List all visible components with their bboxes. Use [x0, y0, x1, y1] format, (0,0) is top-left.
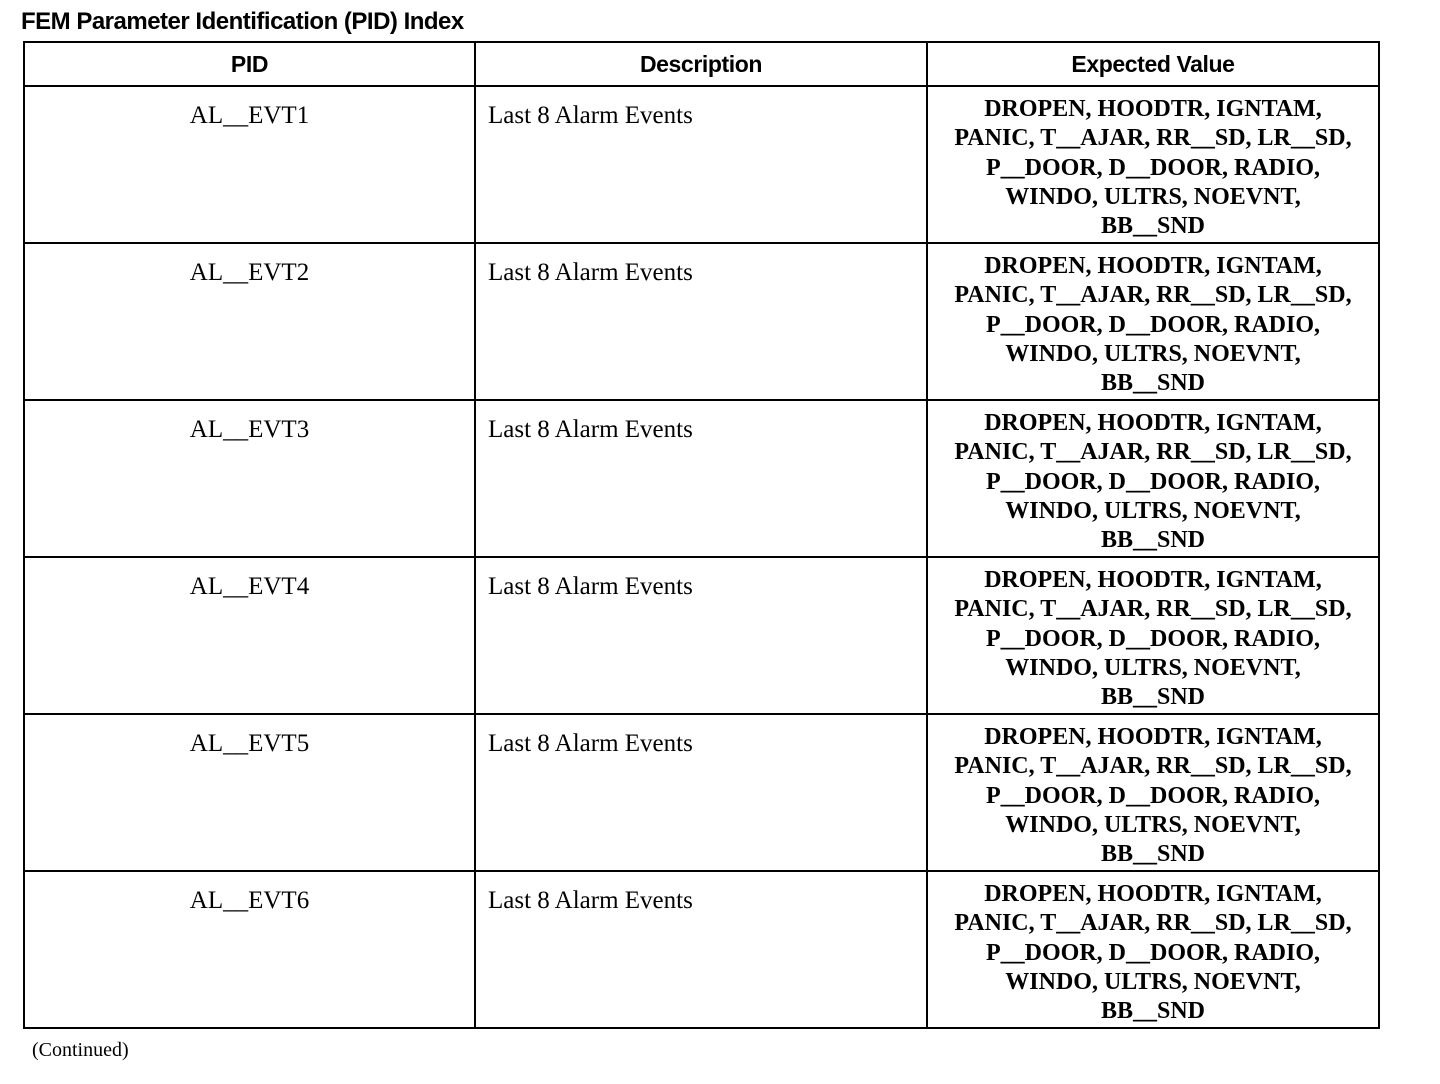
expected-value-line: PANIC, T__AJAR, RR__SD, LR__SD,	[954, 125, 1352, 152]
table-row	[24, 714, 1379, 871]
expected-value-line: PANIC, T__AJAR, RR__SD, LR__SD,	[954, 910, 1352, 937]
pid-cell: AL__EVT6	[24, 871, 475, 1028]
column-header-description: Description	[475, 42, 927, 86]
expected-value-line: P__DOOR, D__DOOR, RADIO,	[986, 625, 1320, 652]
expected-value-line: P__DOOR, D__DOOR, RADIO,	[986, 154, 1320, 181]
pid-cell: AL__EVT2	[24, 243, 475, 400]
expected-value-line: PANIC, T__AJAR, RR__SD, LR__SD,	[954, 753, 1352, 780]
expected-value-line: PANIC, T__AJAR, RR__SD, LR__SD,	[954, 596, 1352, 623]
table-header-row	[24, 42, 1379, 86]
expected-value-line: BB__SND	[1100, 527, 1206, 554]
table-row	[24, 871, 1379, 1028]
expected-value-line: DROPEN, HOODTR, IGNTAM,	[984, 253, 1322, 279]
pid-cell: AL__EVT5	[24, 714, 475, 871]
expected-value-line: BB__SND	[1100, 213, 1206, 240]
expected-value-line: DROPEN, HOODTR, IGNTAM,	[984, 881, 1322, 907]
expected-value-line: BB__SND	[1100, 998, 1206, 1025]
description-cell: Last 8 Alarm Events	[475, 243, 927, 400]
pid-cell: AL__EVT4	[24, 557, 475, 714]
expected-value-line: PANIC, T__AJAR, RR__SD, LR__SD,	[954, 282, 1352, 309]
expected-value-line: WINDO, ULTRS, NOEVNT,	[1005, 654, 1301, 681]
expected-value-line: P__DOOR, D__DOOR, RADIO,	[986, 311, 1320, 338]
column-header-expected-value: Expected Value	[927, 42, 1379, 86]
expected-value-line: WINDO, ULTRS, NOEVNT,	[1005, 497, 1301, 524]
expected-value-cell	[927, 557, 1379, 714]
expected-value-line: BB__SND	[1100, 684, 1206, 711]
table-row	[24, 557, 1379, 714]
table-row	[24, 400, 1379, 557]
expected-value-line: DROPEN, HOODTR, IGNTAM,	[984, 724, 1322, 750]
expected-value-line: WINDO, ULTRS, NOEVNT,	[1005, 968, 1301, 995]
expected-value-line: BB__SND	[1100, 841, 1206, 868]
expected-value-line: WINDO, ULTRS, NOEVNT,	[1005, 811, 1301, 838]
continued-note: (Continued)	[32, 1039, 129, 1061]
description-cell: Last 8 Alarm Events	[475, 400, 927, 557]
expected-value-line: PANIC, T__AJAR, RR__SD, LR__SD,	[954, 439, 1352, 466]
description-cell: Last 8 Alarm Events	[475, 86, 927, 243]
expected-value-cell	[927, 714, 1379, 871]
expected-value-cell	[927, 243, 1379, 400]
expected-value-line: P__DOOR, D__DOOR, RADIO,	[986, 939, 1320, 966]
expected-value-cell	[927, 400, 1379, 557]
page-title: FEM Parameter Identification (PID) Index	[21, 8, 464, 35]
pid-index-table	[23, 41, 1380, 1029]
expected-value-line: DROPEN, HOODTR, IGNTAM,	[984, 410, 1322, 436]
description-cell: Last 8 Alarm Events	[475, 557, 927, 714]
table-row	[24, 86, 1379, 243]
expected-value-line: P__DOOR, D__DOOR, RADIO,	[986, 468, 1320, 495]
expected-value-line: DROPEN, HOODTR, IGNTAM,	[984, 96, 1322, 122]
expected-value-line: P__DOOR, D__DOOR, RADIO,	[986, 782, 1320, 809]
description-cell: Last 8 Alarm Events	[475, 714, 927, 871]
expected-value-line: DROPEN, HOODTR, IGNTAM,	[984, 567, 1322, 593]
table-row	[24, 243, 1379, 400]
column-header-pid: PID	[24, 42, 475, 86]
pid-cell: AL__EVT1	[24, 86, 475, 243]
expected-value-cell	[927, 871, 1379, 1028]
expected-value-line: WINDO, ULTRS, NOEVNT,	[1005, 340, 1301, 367]
description-cell: Last 8 Alarm Events	[475, 871, 927, 1028]
pid-cell: AL__EVT3	[24, 400, 475, 557]
expected-value-line: BB__SND	[1100, 370, 1206, 397]
expected-value-cell	[927, 86, 1379, 243]
expected-value-line: WINDO, ULTRS, NOEVNT,	[1005, 183, 1301, 210]
